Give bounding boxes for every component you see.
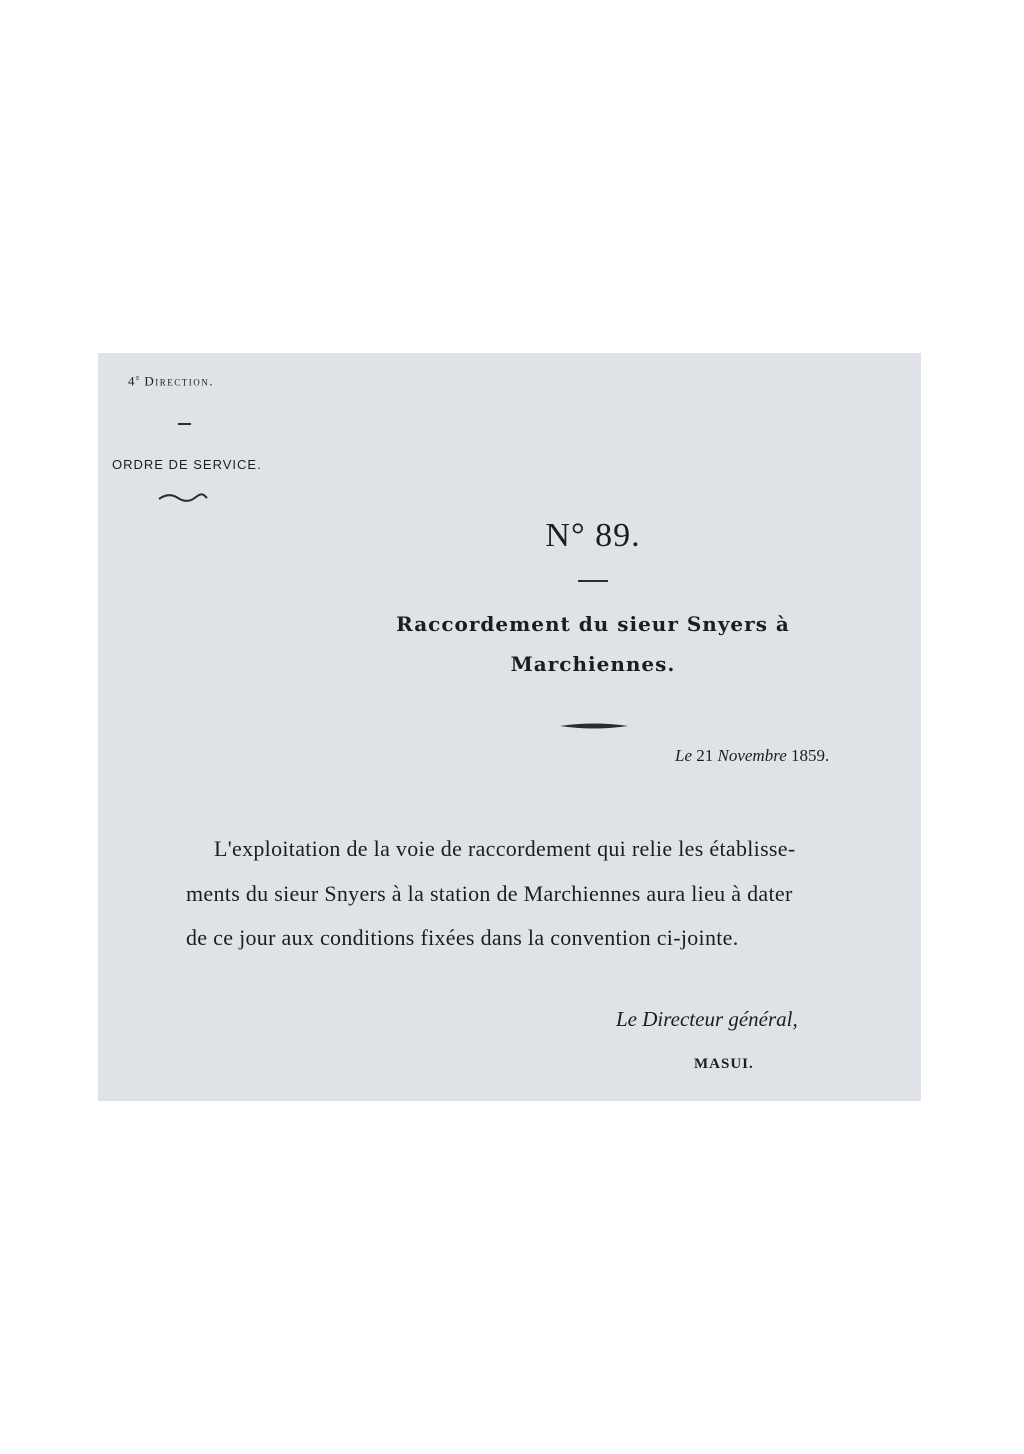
scanned-document (98, 353, 921, 1101)
title-dash (578, 580, 608, 582)
heading-line-1: Raccordement du sieur Snyers à (396, 612, 790, 636)
direction-label: 4e Direction. (128, 372, 215, 389)
signature-name: MASUI. (694, 1056, 754, 1072)
order-of-service-label: ORDRE DE SERVICE. (112, 457, 262, 472)
swell-rule (560, 722, 628, 730)
heading-line-2: Marchiennes. (510, 652, 676, 676)
order-number: N° 89. (545, 517, 641, 554)
header-dash (178, 423, 191, 425)
body-line-1: L'exploitation de la voie de raccordement qui relie les établisse- (214, 836, 796, 861)
tilde-flourish (158, 493, 208, 503)
signature-title: Le Directeur général, (616, 1007, 798, 1031)
dateline: Le 21 Novembre 1859. (675, 746, 830, 765)
body-line-3: de ce jour aux conditions fixées dans la convention ci-jointe. (186, 925, 739, 950)
body-line-2: ments du sieur Snyers à la station de Marchiennes aura lieu à dater (186, 881, 793, 906)
